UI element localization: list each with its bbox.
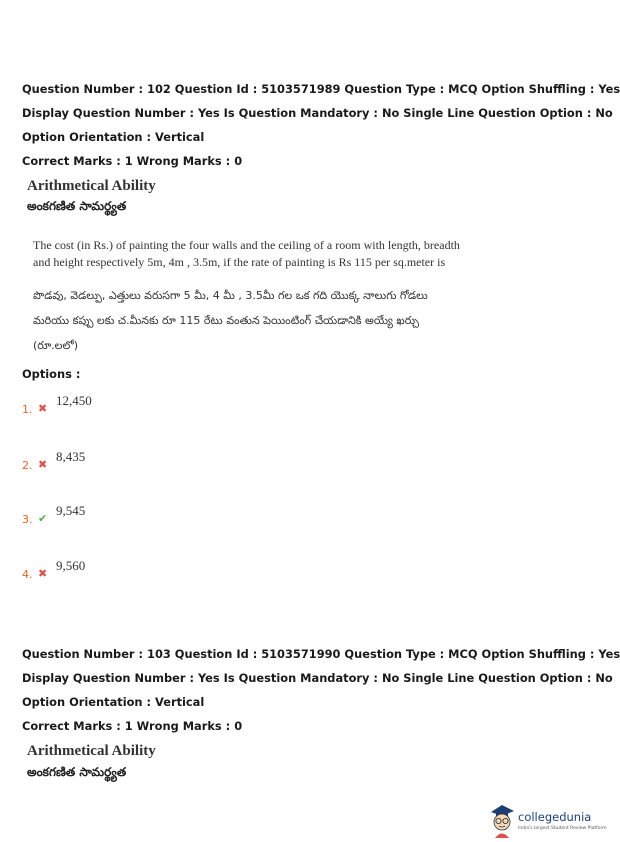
q103-section-te: అంకగణిత సామర్థ్యత <box>27 765 127 779</box>
q102-meta <box>22 77 620 173</box>
q103-meta-line-1: Question Number : 103 Question Id : 5103571990 Question Type : MCQ Option Shuffling : Yes <box>22 647 620 661</box>
cross-icon: ✖ <box>38 458 48 471</box>
option-number: 2. <box>22 459 33 472</box>
collegedunia-logo <box>488 800 607 840</box>
q103-section-en: Arithmetical Ability <box>27 743 156 759</box>
q102-question-en-line-2: and height respectively 5m, 4m , 3.5m, if the rate of painting is Rs 115 per sq.meter is <box>33 255 446 269</box>
q102-question-te-line-2: మరియు కప్పు లకు చ.మీనకు రూ 115 రేటు వంతున పెయింటింగ్ చేయడానికి అయ్యే ఖర్చు <box>33 314 420 327</box>
check-icon: ✔ <box>38 512 48 525</box>
mascot-icon <box>488 802 516 840</box>
cross-icon: ✖ <box>38 567 48 580</box>
logo-tagline: India's largest Student Review Platform <box>518 826 607 831</box>
option-value: 9,545 <box>56 503 86 518</box>
q102-question-te-line-1: పొడవు, వెడల్పు, ఎత్తులు వరుసగా 5 మీ, 4 మీ , 3.5మీ గల ఒక గది యొక్క నాలుగు గోడలు <box>33 289 428 302</box>
option-value: 8,435 <box>56 449 86 464</box>
option-value: 12,450 <box>56 393 92 408</box>
q103-marks: Correct Marks : 1 Wrong Marks : 0 <box>22 719 243 733</box>
q102-meta-line-1: Question Number : 102 Question Id : 5103571989 Question Type : MCQ Option Shuffling : Yes <box>22 82 620 96</box>
options-label: Options : <box>22 367 81 381</box>
q102-question-en-line-1: The cost (in Rs.) of painting the four walls and the ceiling of a room with length, breadth <box>33 238 460 252</box>
q102-question-en <box>33 237 513 271</box>
q102-meta-line-2: Display Question Number : Yes Is Question Mandatory : No Single Line Question Option : No <box>22 106 613 120</box>
cross-icon: ✖ <box>38 402 48 415</box>
q102-question-te-line-3: (రూ.లలో) <box>33 339 79 352</box>
q103-meta-line-2: Display Question Number : Yes Is Question Mandatory : No Single Line Question Option : No <box>22 671 613 685</box>
q103-meta <box>22 642 620 738</box>
option-number: 4. <box>22 568 33 581</box>
option-number: 1. <box>22 403 33 416</box>
q102-meta-line-3: Option Orientation : Vertical <box>22 130 205 144</box>
q102-section-te: అంకగణిత సామర్థ్యత <box>27 199 127 213</box>
option-number: 3. <box>22 513 33 526</box>
q103-meta-line-3: Option Orientation : Vertical <box>22 695 205 709</box>
logo-text: collegedunia <box>518 810 592 824</box>
q102-question-te <box>33 283 543 358</box>
q102-section-en: Arithmetical Ability <box>27 178 156 194</box>
option-value: 9,560 <box>56 558 86 573</box>
q102-marks: Correct Marks : 1 Wrong Marks : 0 <box>22 154 243 168</box>
